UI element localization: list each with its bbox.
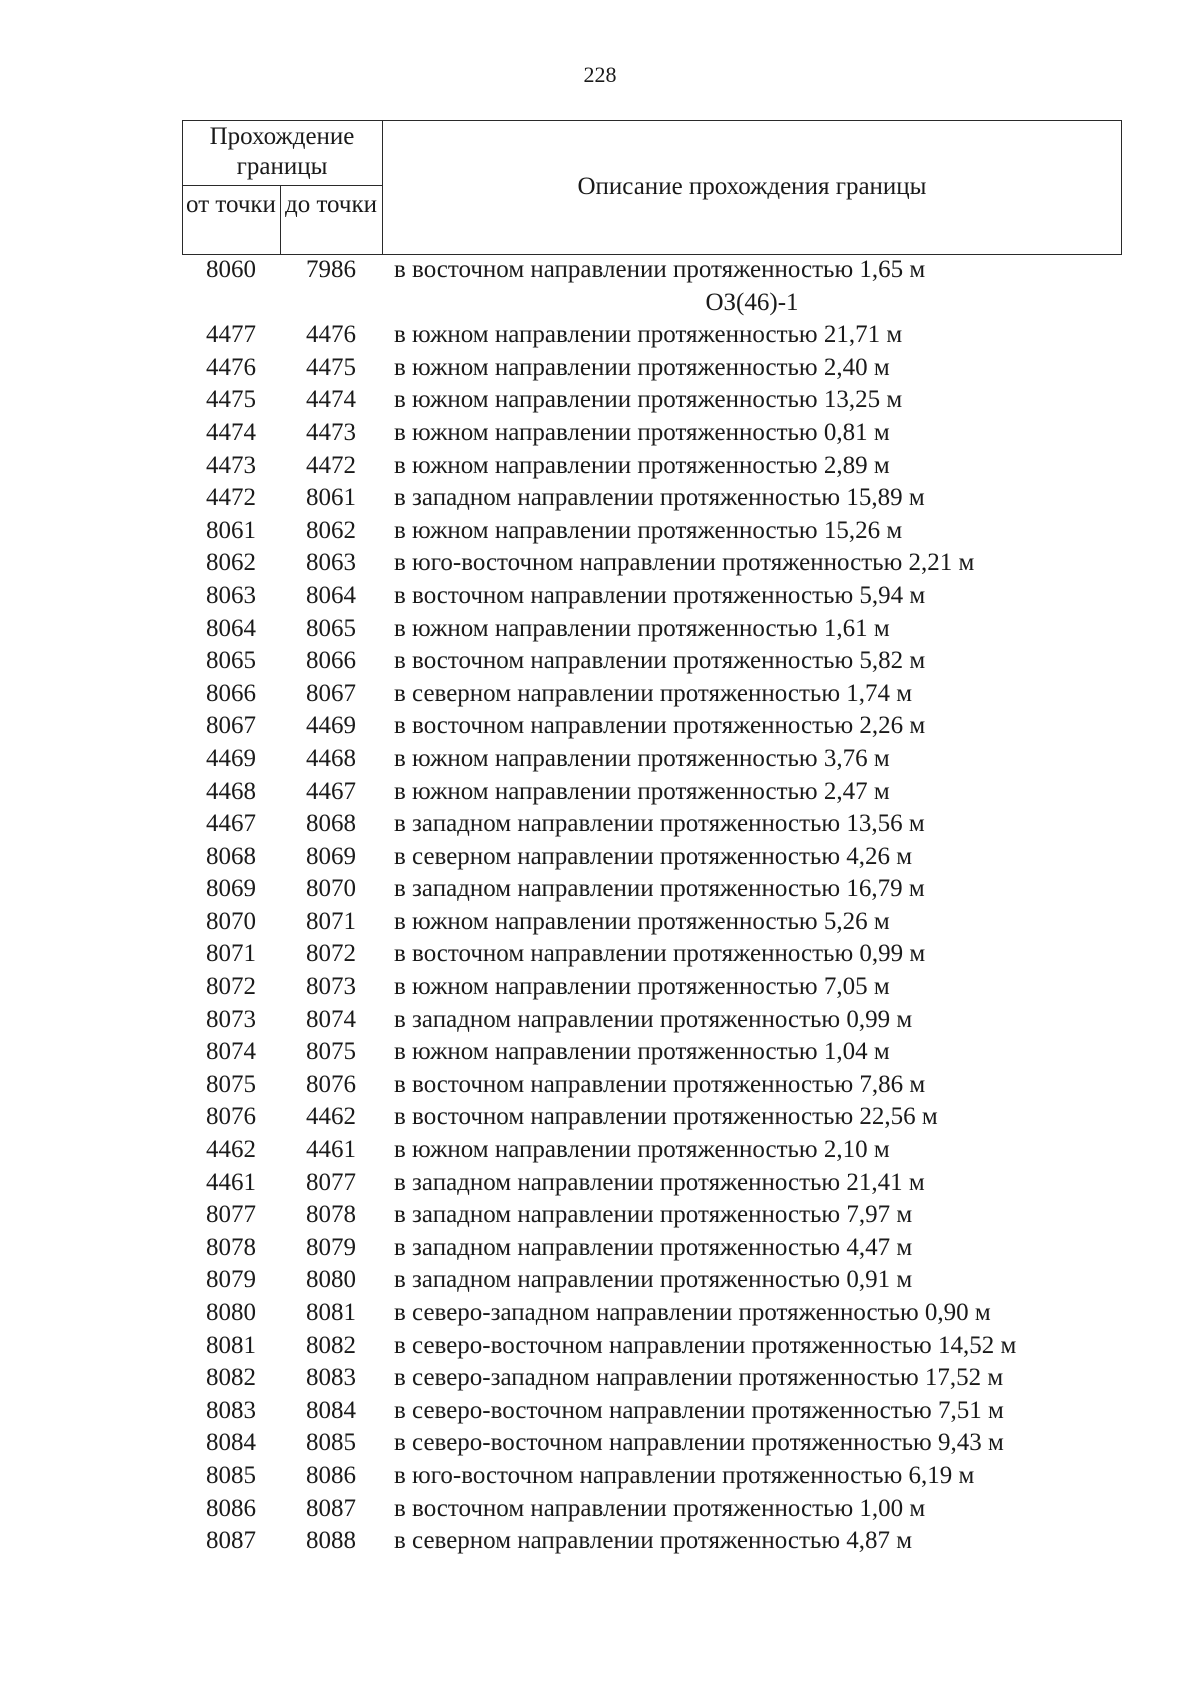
description-cell: в западном направлении протяженностью 15,89 м bbox=[394, 484, 925, 512]
table-row bbox=[182, 254, 1142, 287]
description-cell: в восточном направлении протяженностью 22,56 м bbox=[394, 1103, 938, 1131]
description-cell: в южном направлении протяженностью 2,47 м bbox=[394, 777, 890, 805]
table-row bbox=[182, 906, 1142, 939]
description-cell: в северо-восточном направлении протяженностью 14,52 м bbox=[394, 1331, 1017, 1359]
to-point-cell: 8065 bbox=[306, 614, 356, 642]
table-row bbox=[182, 1525, 1142, 1558]
table-row bbox=[182, 1199, 1142, 1232]
to-point-cell: 8087 bbox=[306, 1494, 356, 1522]
table-row bbox=[182, 841, 1142, 874]
from-point-cell: 4477 bbox=[206, 321, 256, 349]
description-cell: в северном направлении протяженностью 4,87 м bbox=[394, 1527, 913, 1555]
table-row bbox=[182, 1395, 1142, 1428]
to-point-cell: 8084 bbox=[306, 1396, 356, 1424]
from-point-cell: 8069 bbox=[206, 875, 256, 903]
table-row bbox=[182, 352, 1142, 385]
table-row bbox=[182, 613, 1142, 646]
description-cell: в восточном направлении протяженностью 1,00 м bbox=[394, 1494, 926, 1522]
to-point-cell: 8078 bbox=[306, 1201, 356, 1229]
header-divider bbox=[182, 185, 382, 186]
to-point-cell: 8085 bbox=[306, 1429, 356, 1457]
from-point-cell: 8077 bbox=[206, 1201, 256, 1229]
description-cell: в западном направлении протяженностью 7,97 м bbox=[394, 1201, 913, 1229]
from-point-cell: 4474 bbox=[206, 418, 256, 446]
table-row bbox=[182, 1134, 1142, 1167]
to-point-cell: 4476 bbox=[306, 321, 356, 349]
table-body bbox=[182, 254, 1142, 1558]
table-row bbox=[182, 580, 1142, 613]
table-row bbox=[182, 808, 1142, 841]
description-cell: в северо-западном направлении протяженностью 0,90 м bbox=[394, 1299, 991, 1326]
description-cell: в северо-восточном направлении протяженностью 9,43 м bbox=[394, 1429, 1004, 1457]
table-row bbox=[182, 776, 1142, 809]
description-cell: в южном направлении протяженностью 2,10 м bbox=[394, 1136, 890, 1164]
to-point-cell: 8083 bbox=[306, 1364, 356, 1392]
from-point-cell: 4475 bbox=[206, 386, 256, 414]
description-cell: в южном направлении протяженностью 21,71 м bbox=[394, 321, 903, 349]
table-row bbox=[182, 319, 1142, 352]
description-cell: в южном направлении протяженностью 0,81 м bbox=[394, 418, 890, 446]
from-point-cell: 8083 bbox=[206, 1396, 256, 1424]
from-point-cell: 8076 bbox=[206, 1103, 256, 1131]
description-cell: в северном направлении протяженностью 1,74 м bbox=[394, 679, 913, 707]
from-point-cell: 4468 bbox=[206, 777, 256, 805]
to-point-cell: 8081 bbox=[306, 1299, 356, 1326]
table-row bbox=[182, 1264, 1142, 1297]
from-point-cell: 8061 bbox=[206, 516, 256, 544]
description-cell: в восточном направлении протяженностью 7,86 м bbox=[394, 1070, 926, 1098]
from-point-cell: 8087 bbox=[206, 1527, 256, 1555]
table-row bbox=[182, 971, 1142, 1004]
to-point-cell: 8061 bbox=[306, 484, 356, 512]
description-cell: в юго-восточном направлении протяженностью 2,21 м bbox=[394, 549, 975, 577]
description-cell: в восточном направлении протяженностью 5,82 м bbox=[394, 647, 926, 675]
description-cell: в восточном направлении протяженностью 1,65 м bbox=[394, 256, 926, 283]
table-row bbox=[182, 547, 1142, 580]
from-point-cell: 4473 bbox=[206, 451, 256, 479]
from-point-cell: 8070 bbox=[206, 907, 256, 935]
table-row bbox=[182, 1427, 1142, 1460]
to-point-cell: 8072 bbox=[306, 940, 356, 968]
description-cell: в северном направлении протяженностью 4,26 м bbox=[394, 842, 913, 870]
to-point-cell: 4462 bbox=[306, 1103, 356, 1131]
to-point-cell: 8080 bbox=[306, 1266, 356, 1294]
to-point-cell: 8076 bbox=[306, 1070, 356, 1098]
table-row bbox=[182, 1004, 1142, 1037]
from-point-cell: 8072 bbox=[206, 973, 256, 1001]
table-row bbox=[182, 1362, 1142, 1395]
to-point-cell: 8067 bbox=[306, 679, 356, 707]
table-row bbox=[182, 678, 1142, 711]
to-point-cell: 4475 bbox=[306, 353, 356, 381]
to-point-cell: 4473 bbox=[306, 418, 356, 446]
from-point-cell: 8063 bbox=[206, 581, 256, 609]
to-point-cell: 8070 bbox=[306, 875, 356, 903]
section-title: ОЗ(46)-1 bbox=[705, 288, 799, 316]
from-point-cell: 4467 bbox=[206, 810, 256, 838]
table-row bbox=[182, 1493, 1142, 1526]
from-point-cell: 8085 bbox=[206, 1461, 256, 1489]
description-cell: в западном направлении протяженностью 0,91 м bbox=[394, 1266, 913, 1294]
description-cell: в южном направлении протяженностью 5,26 м bbox=[394, 907, 890, 935]
from-point-cell: 8081 bbox=[206, 1331, 256, 1359]
to-point-cell: 8077 bbox=[306, 1168, 356, 1196]
description-cell: в южном направлении протяженностью 7,05 м bbox=[394, 973, 890, 1001]
to-point-cell: 8062 bbox=[306, 516, 356, 544]
description-cell: в южном направлении протяженностью 13,25 м bbox=[394, 386, 903, 414]
to-point-cell: 8068 bbox=[306, 810, 356, 838]
description-cell: в юго-восточном направлении протяженностью 6,19 м bbox=[394, 1461, 975, 1489]
from-point-cell: 4472 bbox=[206, 484, 256, 512]
header-passage: Прохождение границы bbox=[209, 123, 355, 180]
to-point-cell: 8064 bbox=[306, 581, 356, 609]
description-cell: в северо-восточном направлении протяженностью 7,51 м bbox=[394, 1396, 1004, 1424]
header-from-point: от точки bbox=[186, 191, 276, 218]
description-cell: в северо-западном направлении протяженностью 17,52 м bbox=[394, 1364, 1004, 1392]
from-point-cell: 8062 bbox=[206, 549, 256, 577]
from-point-cell: 8075 bbox=[206, 1070, 256, 1098]
from-point-cell: 8071 bbox=[206, 940, 256, 968]
from-point-cell: 8080 bbox=[206, 1299, 256, 1326]
to-point-cell: 4461 bbox=[306, 1136, 356, 1164]
from-point-cell: 8086 bbox=[206, 1494, 256, 1522]
from-point-cell: 8073 bbox=[206, 1005, 256, 1033]
table-row bbox=[182, 1232, 1142, 1265]
description-cell: в южном направлении протяженностью 15,26 м bbox=[394, 516, 903, 544]
description-cell: в западном направлении протяженностью 4,47 м bbox=[394, 1233, 913, 1261]
section-title-row bbox=[182, 287, 1142, 320]
to-point-cell: 8066 bbox=[306, 647, 356, 675]
to-point-cell: 8071 bbox=[306, 907, 356, 935]
to-point-cell: 8079 bbox=[306, 1233, 356, 1261]
table-row bbox=[182, 482, 1142, 515]
table-row bbox=[182, 384, 1142, 417]
description-cell: в южном направлении протяженностью 2,40 м bbox=[394, 353, 890, 381]
from-point-cell: 8066 bbox=[206, 679, 256, 707]
table-row bbox=[182, 1167, 1142, 1200]
to-point-cell: 8069 bbox=[306, 842, 356, 870]
from-point-cell: 4461 bbox=[206, 1168, 256, 1196]
table-row bbox=[182, 938, 1142, 971]
from-point-cell: 8074 bbox=[206, 1038, 256, 1066]
table-row bbox=[182, 1036, 1142, 1069]
description-cell: в западном направлении протяженностью 21,41 м bbox=[394, 1168, 925, 1196]
from-point-cell: 8084 bbox=[206, 1429, 256, 1457]
from-point-cell: 8079 bbox=[206, 1266, 256, 1294]
from-point-cell: 8064 bbox=[206, 614, 256, 642]
to-point-cell: 8088 bbox=[306, 1527, 356, 1555]
table-row bbox=[182, 710, 1142, 743]
from-point-cell: 8067 bbox=[206, 712, 256, 740]
to-point-cell: 4474 bbox=[306, 386, 356, 414]
description-cell: в южном направлении протяженностью 1,61 м bbox=[394, 614, 890, 642]
from-point-cell: 8078 bbox=[206, 1233, 256, 1261]
table-row bbox=[182, 515, 1142, 548]
description-cell: в южном направлении протяженностью 1,04 м bbox=[394, 1038, 890, 1066]
to-point-cell: 8086 bbox=[306, 1461, 356, 1489]
to-point-cell: 8075 bbox=[306, 1038, 356, 1066]
table-header bbox=[182, 120, 1122, 255]
table-row bbox=[182, 417, 1142, 450]
page-number: 228 bbox=[583, 62, 617, 87]
description-cell: в южном направлении протяженностью 3,76 м bbox=[394, 744, 890, 772]
description-cell: в западном направлении протяженностью 16,79 м bbox=[394, 875, 925, 903]
from-point-cell: 8082 bbox=[206, 1364, 256, 1392]
from-point-cell: 8060 bbox=[206, 256, 256, 283]
description-cell: в восточном направлении протяженностью 5,94 м bbox=[394, 581, 926, 609]
from-point-cell: 4469 bbox=[206, 744, 256, 772]
from-point-cell: 4476 bbox=[206, 353, 256, 381]
table-row bbox=[182, 645, 1142, 678]
description-cell: в западном направлении протяженностью 0,99 м bbox=[394, 1005, 913, 1033]
description-cell: в западном направлении протяженностью 13,56 м bbox=[394, 810, 925, 838]
description-cell: в восточном направлении протяженностью 2,26 м bbox=[394, 712, 926, 740]
to-point-cell: 4468 bbox=[306, 744, 356, 772]
to-point-cell: 8082 bbox=[306, 1331, 356, 1359]
to-point-cell: 4472 bbox=[306, 451, 356, 479]
header-to-point: до точки bbox=[284, 191, 378, 218]
table-row bbox=[182, 1069, 1142, 1102]
from-point-cell: 4462 bbox=[206, 1136, 256, 1164]
table-row bbox=[182, 1101, 1142, 1134]
table-row bbox=[182, 1297, 1142, 1330]
to-point-cell: 8063 bbox=[306, 549, 356, 577]
from-point-cell: 8065 bbox=[206, 647, 256, 675]
to-point-cell: 4467 bbox=[306, 777, 356, 805]
description-cell: в восточном направлении протяженностью 0,99 м bbox=[394, 940, 926, 968]
to-point-cell: 4469 bbox=[306, 712, 356, 740]
table-row bbox=[182, 1460, 1142, 1493]
header-description: Описание прохождения границы bbox=[577, 173, 927, 200]
to-point-cell: 8073 bbox=[306, 973, 356, 1001]
from-point-cell: 8068 bbox=[206, 842, 256, 870]
table-row bbox=[182, 450, 1142, 483]
description-cell: в южном направлении протяженностью 2,89 м bbox=[394, 451, 890, 479]
to-point-cell: 7986 bbox=[306, 256, 356, 283]
table-row bbox=[182, 1330, 1142, 1363]
table-row bbox=[182, 743, 1142, 776]
to-point-cell: 8074 bbox=[306, 1005, 356, 1033]
table-row bbox=[182, 873, 1142, 906]
